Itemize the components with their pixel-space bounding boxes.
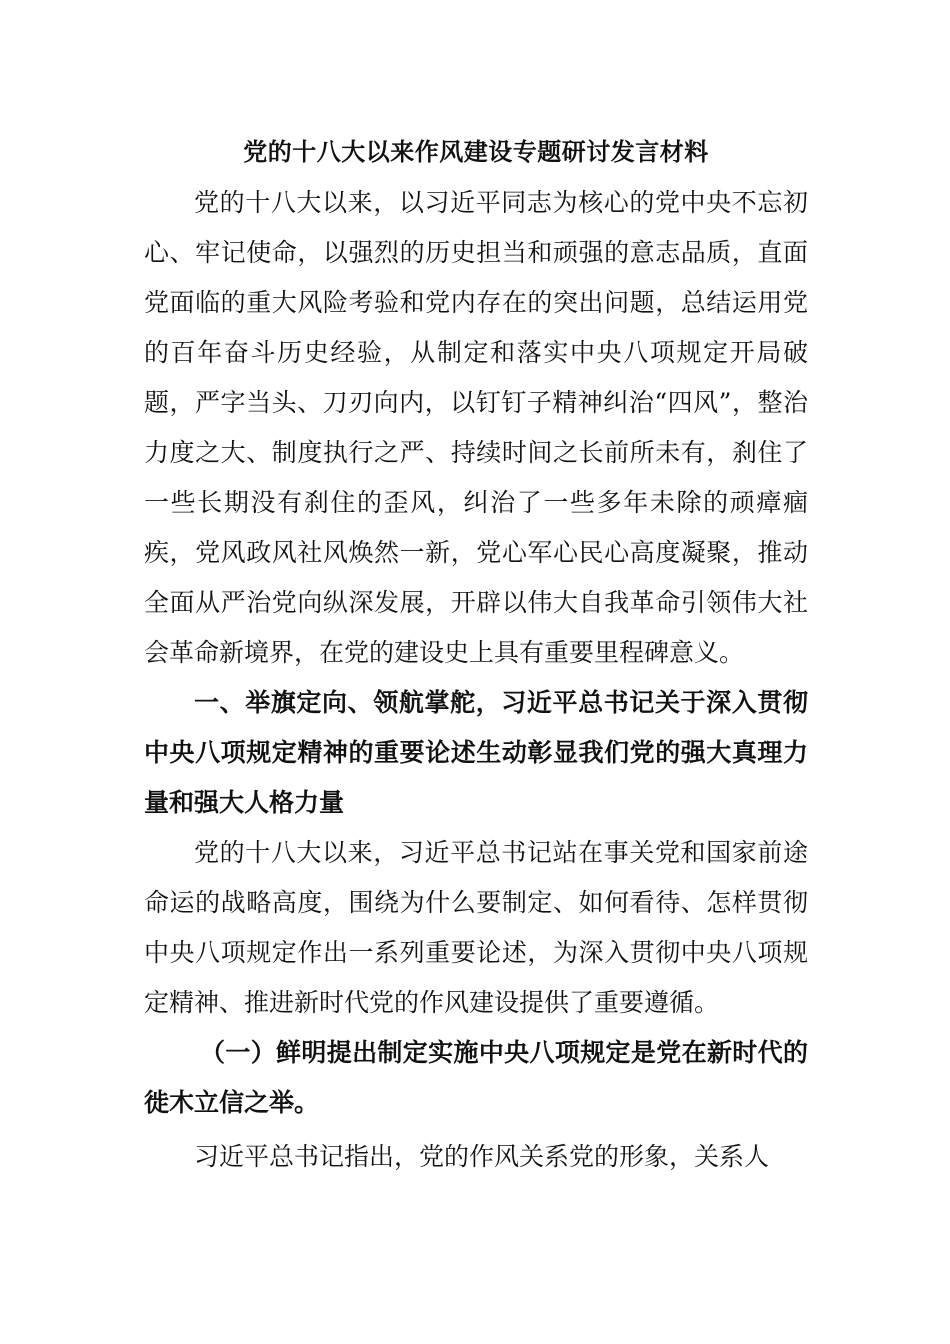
document-body <box>144 128 808 1182</box>
subsection-1-1-paragraph: 习近平总书记指出，党的作风关系党的形象，关系人 <box>194 1142 770 1171</box>
intro-paragraph: 党的十八大以来，以习近平同志为核心的党中央不忘初心、牢记使命，以强烈的历史担当和顽强的意志品质，直面党面临的重大风险考验和党内存在的突出问题，总结运用党的百年奋斗历史经验，从制定和落实中央八项规定开局破题，严字当头、刀刃向内，以钉钉子精神纠治“四风”，整治力度之大、制度执行之严、持续时间之长前所未有，刹住了一些长期没有刹住的歪风，纠治了一些多年未除的顽瘴痼疾，党风政风社风焕然一新，党心军心民心高度凝聚，推动全面从严治党向纵深发展，开辟以伟大自我革命引领伟大社会革命新境界，在党的建设史上具有重要里程碑意义。 <box>144 188 808 667</box>
section-1-paragraph: 党的十八大以来，习近平总书记站在事关党和国家前途命运的战略高度，围绕为什么要制定、如何看待、怎样贯彻中央八项规定作出一系列重要论述，为深入贯彻中央八项规定精神、推进新时代党的作风建设提供了重要遵循。 <box>144 838 808 1017</box>
document-title: 党的十八大以来作风建设专题研讨发言材料 <box>243 138 709 166</box>
subsection-heading-1-1: （一）鲜明提出制定实施中央八项规定是党在新时代的徙木立信之举。 <box>144 1038 808 1117</box>
section-heading-1: 一、举旗定向、领航掌舵，习近平总书记关于深入贯彻中央八项规定精神的重要论述生动彰显我们党的强大真理力量和强大人格力量 <box>144 688 808 817</box>
